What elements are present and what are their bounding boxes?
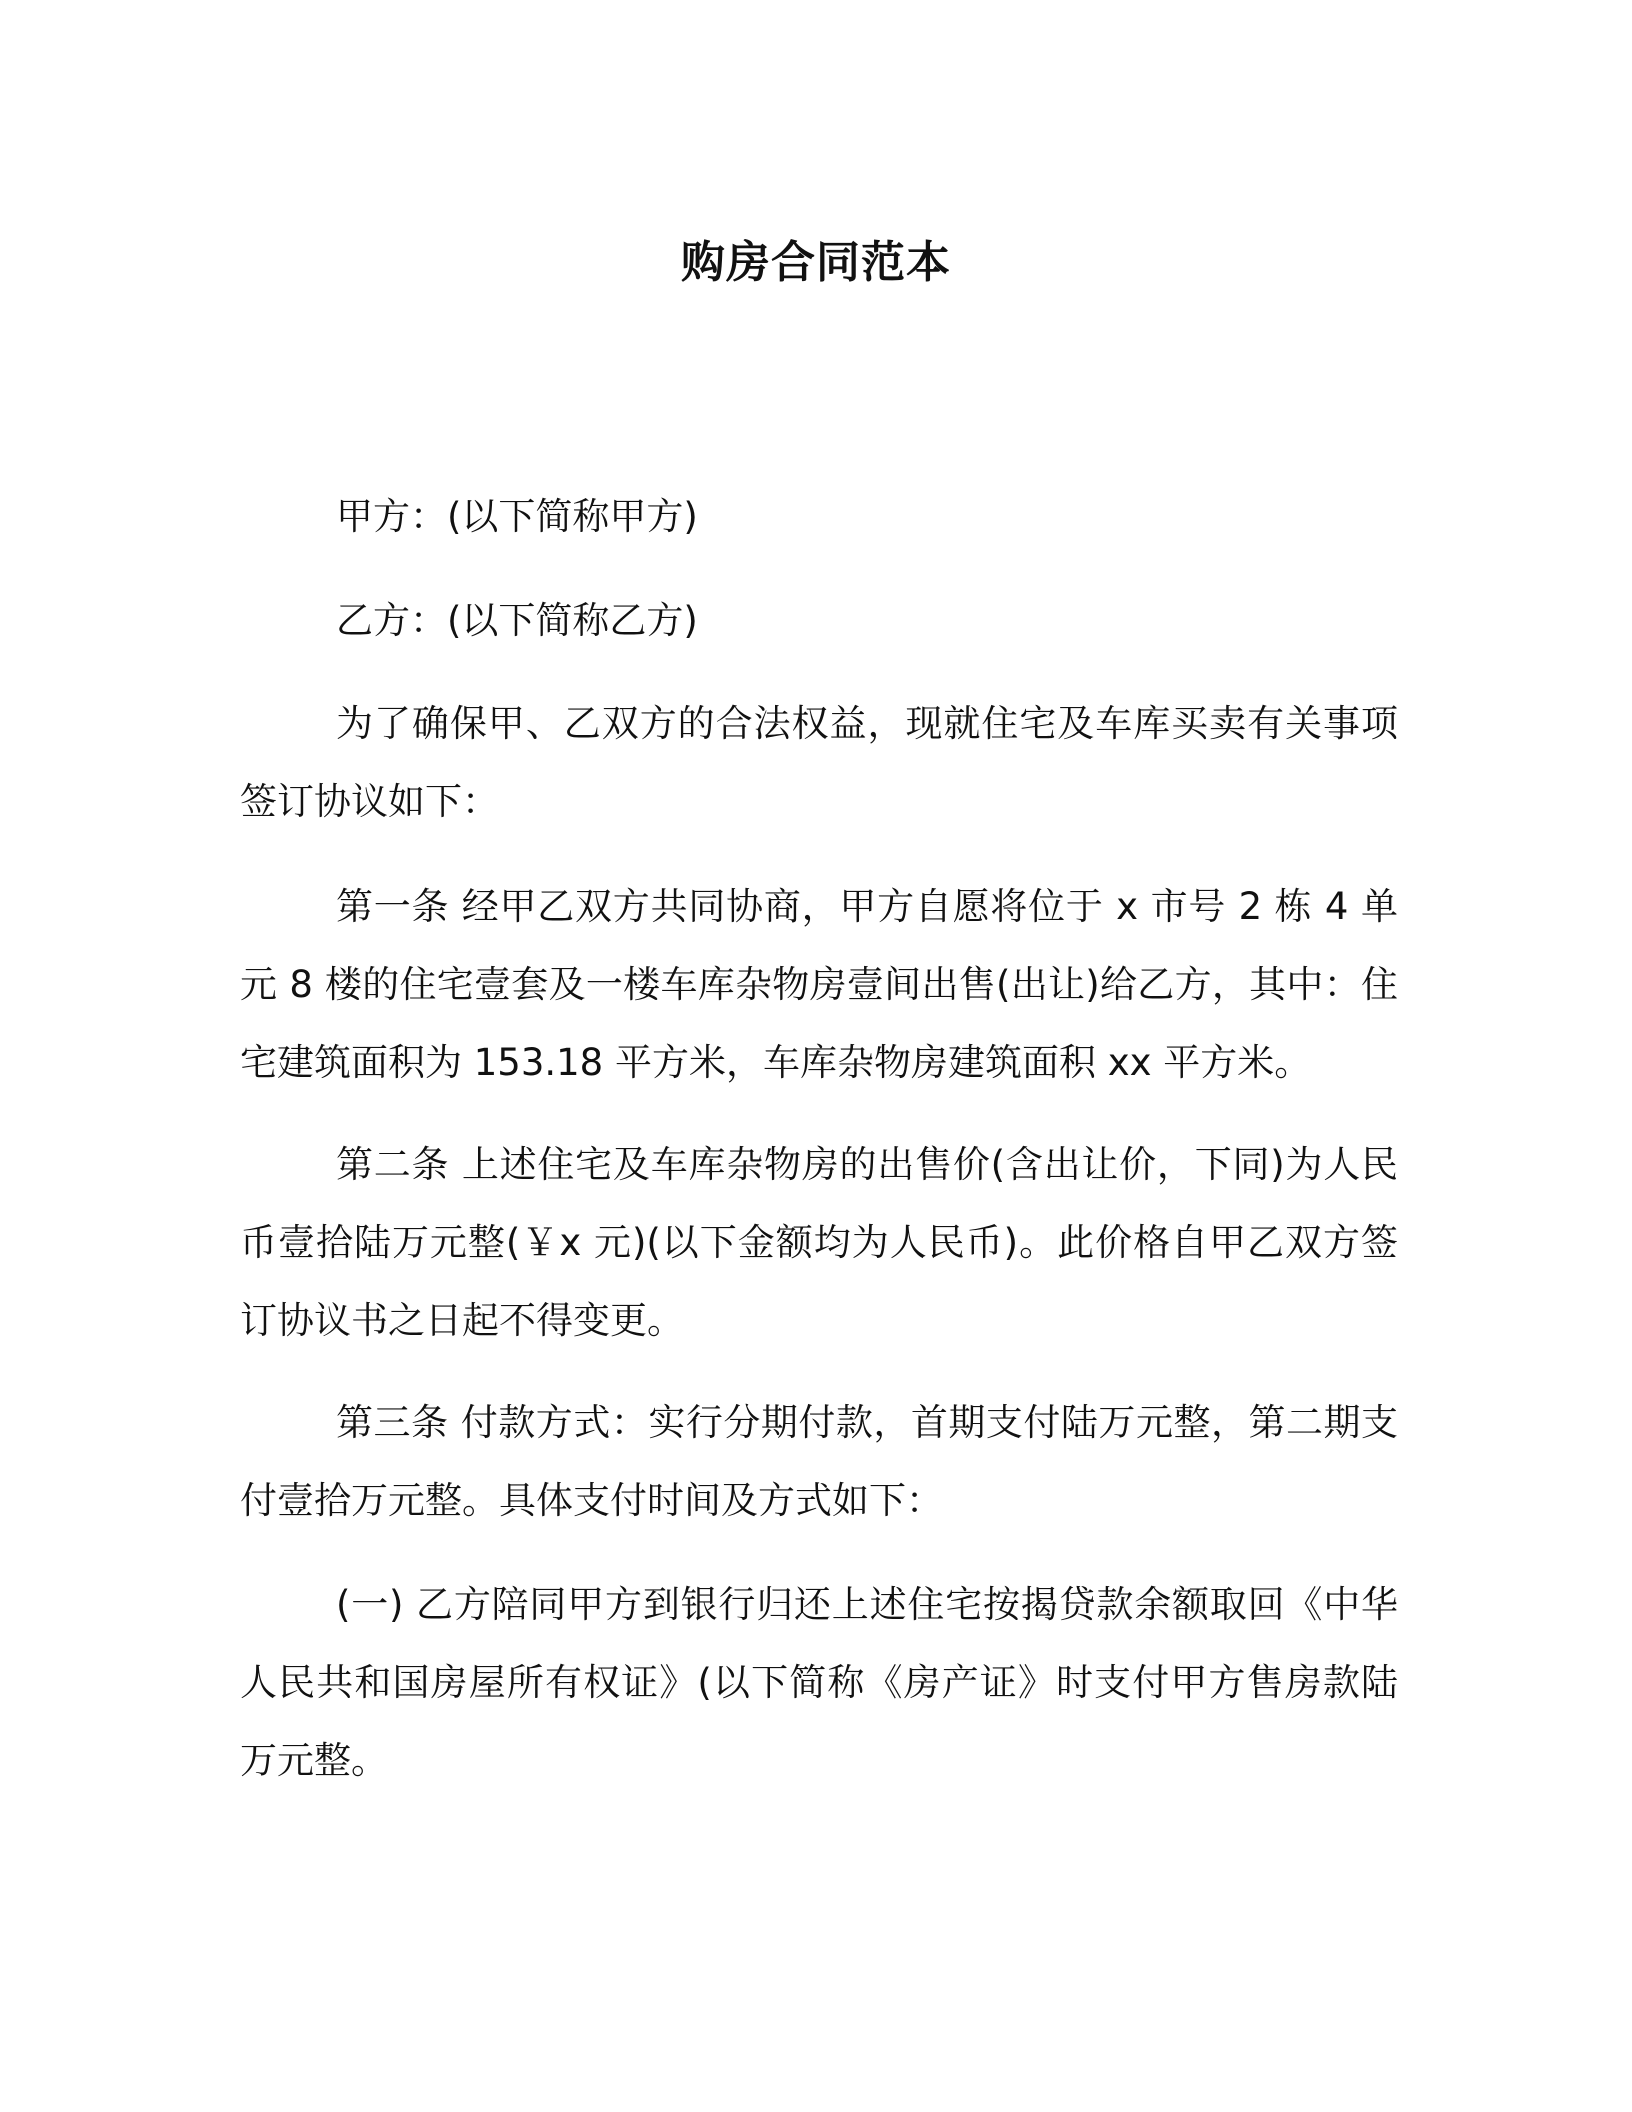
document-title: 购房合同范本 bbox=[681, 237, 951, 288]
article-3: 第三条 付款方式：实行分期付款，首期支付陆万元整，第二期支付壹拾万元整。具体支付时间及方式如下： bbox=[240, 1401, 1398, 1522]
party-a-line bbox=[240, 478, 1398, 556]
preamble-block bbox=[240, 685, 1398, 841]
article-3-block bbox=[240, 1384, 1398, 1540]
party-b-line bbox=[240, 582, 1398, 660]
article-1-block bbox=[240, 868, 1398, 1102]
party-b: 乙方：(以下简称乙方) bbox=[336, 599, 698, 642]
article-2: 第二条 上述住宅及车库杂物房的出售价(含出让价，下同)为人民币壹拾陆万元整(￥x 元)(以下金额均为人民币)。此价格自甲乙双方签订协议书之日起不得变更。 bbox=[240, 1143, 1398, 1342]
article-1: 第一条 经甲乙双方共同协商，甲方自愿将位于 x 市号 2 栋 4 单元 8 楼的住宅壹套及一楼车库杂物房壹间出售(出让)给乙方，其中：住宅建筑面积为 153.18 平方米，车库杂物房建筑面积 xx 平方米。 bbox=[240, 885, 1398, 1084]
clause-1-block bbox=[240, 1566, 1398, 1800]
article-2-block bbox=[240, 1126, 1398, 1360]
clause-1: (一) 乙方陪同甲方到银行归还上述住宅按揭贷款余额取回《中华人民共和国房屋所有权证》(以下简称《房产证》时支付甲方售房款陆万元整。 bbox=[240, 1583, 1398, 1782]
preamble: 为了确保甲、乙双方的合法权益，现就住宅及车库买卖有关事项签订协议如下： bbox=[240, 702, 1398, 823]
party-a: 甲方：(以下简称甲方) bbox=[336, 495, 698, 538]
